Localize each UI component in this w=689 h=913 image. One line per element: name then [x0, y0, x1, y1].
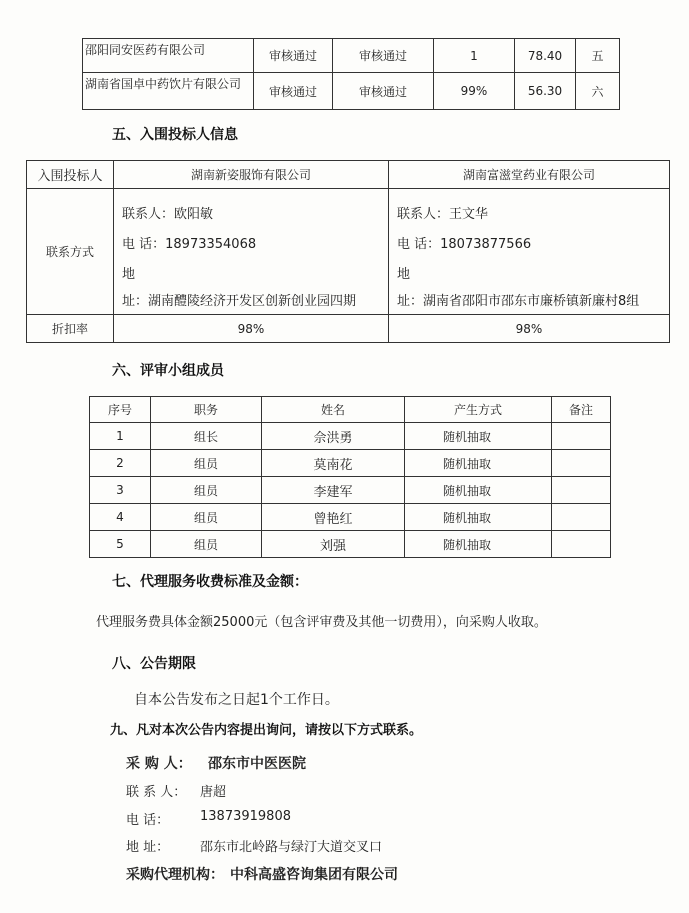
bidder-2-name: 湖南富滋堂药业有限公司 [389, 161, 670, 189]
remark-cell [552, 423, 611, 450]
bidder-2-contact [389, 189, 670, 315]
seq-cell: 5 [90, 531, 151, 558]
bidder-1-contact [114, 189, 389, 315]
contact-person: 联系人：欧阳敏 [122, 207, 214, 222]
phone-label: 电 话： [126, 813, 170, 828]
section-5-title: 五、入围投标人信息 [112, 127, 238, 143]
address-value: 邵东市北岭路与绿汀大道交叉口 [200, 840, 383, 855]
seq-cell: 4 [90, 504, 151, 531]
table-header-row [90, 397, 611, 423]
rank-value: 六 [576, 73, 620, 110]
rate-label: 折扣率 [27, 315, 114, 343]
role-cell: 组员 [151, 531, 262, 558]
review-status: 审核通过 [333, 73, 434, 110]
contact-label: 联系方式 [27, 189, 114, 315]
score-value: 78.40 [515, 39, 576, 73]
review-panel-table [89, 396, 611, 558]
buyer-label: 采 购 人： [126, 756, 192, 772]
contact-phone: 电 话：18073877566 [397, 237, 532, 252]
section-7-title: 七、代理服务收费标准及金额： [112, 574, 308, 590]
table-row [90, 477, 611, 504]
seq-cell: 1 [90, 423, 151, 450]
table-row [27, 315, 670, 343]
member-name: 刘强 [262, 531, 405, 558]
remark-cell [552, 450, 611, 477]
member-name: 佘洪勇 [262, 423, 405, 450]
table-row [90, 423, 611, 450]
column-header: 职务 [151, 397, 262, 423]
remark-cell [552, 504, 611, 531]
address-label: 地 址： [126, 840, 170, 855]
header-label: 入围投标人 [27, 161, 114, 189]
table-row [90, 450, 611, 477]
method-cell: 随机抽取 [405, 531, 552, 558]
phone-value: 13873919808 [200, 809, 291, 824]
buyer-value: 邵东市中医医院 [208, 756, 306, 772]
table-row [27, 161, 670, 189]
section-8-title: 八、公告期限 [112, 656, 196, 672]
table-row [27, 189, 670, 315]
contact-address: 址：湖南醴陵经济开发区创新创业园四期 [122, 294, 357, 309]
remark-cell [552, 477, 611, 504]
column-header: 产生方式 [405, 397, 552, 423]
contact-person: 联系人：王文华 [397, 207, 489, 222]
role-cell: 组员 [151, 477, 262, 504]
method-cell: 随机抽取 [405, 477, 552, 504]
fee-text: 代理服务费具体金额25000元（包含评审费及其他一切费用），向采购人收取。 [96, 615, 547, 630]
review-status: 审核通过 [254, 39, 333, 73]
discount-value: 99% [434, 73, 515, 110]
bidder-info-table [26, 160, 670, 343]
contact-label: 联 系 人： [126, 785, 187, 800]
seq-cell: 3 [90, 477, 151, 504]
review-status: 审核通过 [333, 39, 434, 73]
remark-cell [552, 531, 611, 558]
rank-value: 五 [576, 39, 620, 73]
member-name: 曾艳红 [262, 504, 405, 531]
section-6-title: 六、评审小组成员 [112, 363, 224, 379]
method-cell: 随机抽取 [405, 423, 552, 450]
table-row [83, 39, 620, 73]
bidder-1-name: 湖南新姿服饰有限公司 [114, 161, 389, 189]
discount-value: 1 [434, 39, 515, 73]
method-cell: 随机抽取 [405, 504, 552, 531]
member-name: 李建军 [262, 477, 405, 504]
contact-address-label: 地 [122, 267, 136, 282]
column-header: 序号 [90, 397, 151, 423]
contact-address: 址：湖南省邵阳市邵东市廉桥镇新廉村8组 [397, 294, 640, 309]
member-name: 莫南花 [262, 450, 405, 477]
table-row [90, 531, 611, 558]
score-value: 56.30 [515, 73, 576, 110]
seq-cell: 2 [90, 450, 151, 477]
method-cell: 随机抽取 [405, 450, 552, 477]
review-status: 审核通过 [254, 73, 333, 110]
bidder-1-rate: 98% [114, 315, 389, 343]
company-name: 邵阳同安医药有限公司 [83, 39, 254, 73]
agency-label: 采购代理机构： [126, 867, 224, 883]
role-cell: 组员 [151, 504, 262, 531]
column-header: 备注 [552, 397, 611, 423]
table-row [83, 73, 620, 110]
company-name: 湖南省国卓中药饮片有限公司 [83, 73, 254, 110]
candidate-table [82, 38, 620, 110]
contact-phone: 电 话：18973354068 [122, 237, 257, 252]
column-header: 姓名 [262, 397, 405, 423]
bidder-2-rate: 98% [389, 315, 670, 343]
contact-value: 唐超 [200, 785, 227, 800]
notice-period-text: 自本公告发布之日起1个工作日。 [134, 692, 339, 708]
table-row [90, 504, 611, 531]
section-9-title: 九、凡对本次公告内容提出询问，请按以下方式联系。 [110, 723, 423, 738]
contact-address-label: 地 [397, 267, 411, 282]
role-cell: 组员 [151, 450, 262, 477]
agency-value: 中科高盛咨询集团有限公司 [230, 867, 398, 883]
role-cell: 组长 [151, 423, 262, 450]
